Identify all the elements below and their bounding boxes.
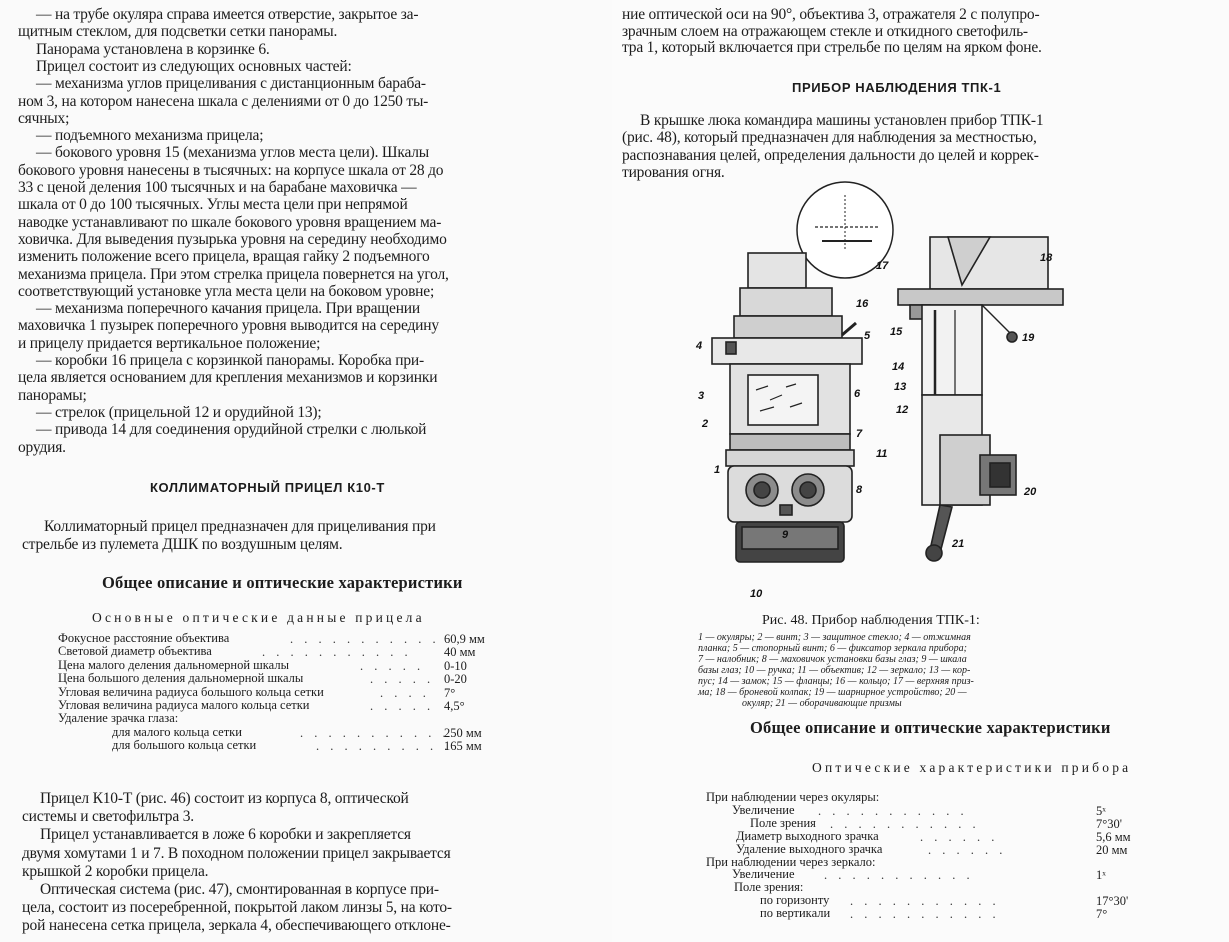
- text-line: цела, состоит из посеребренной, покрытой лаком линзы 5, на кото-: [22, 899, 452, 917]
- text-line: — коробки 16 прицела с корзинкой панорамы. Коробка при-: [36, 352, 424, 369]
- callout-label: 6: [854, 388, 861, 400]
- spec-value: 60,9 мм: [444, 632, 485, 646]
- callout-label: 14: [892, 361, 905, 373]
- leader-dots: . . . . . . . . . . .: [300, 725, 450, 740]
- callout-label: 10: [750, 588, 763, 600]
- legend-line: ма; 18 — броневой колпак; 19 — шарнирное устройство; 20 —: [698, 687, 967, 698]
- right-subheading: Общее описание и оптические характеристики: [750, 718, 1111, 737]
- text-line: Прицел состоит из следующих основных частей:: [36, 57, 352, 75]
- leader-dots: . . . . . .: [928, 842, 1007, 857]
- intro-line: стрельбе из пулемета ДШК по воздушным целям.: [22, 536, 343, 553]
- spec-label: Удаление выходного зрачка: [736, 841, 883, 856]
- text-line: изменить положение всего прицела, вращая гайку 2 подъемного: [18, 248, 430, 266]
- spec-value: 7°30': [1096, 816, 1123, 831]
- text-line: — подъемного механизма прицела;: [36, 127, 264, 145]
- text-line: соответствующий установке угла места цели на боковом уровне;: [18, 282, 435, 300]
- text-line: двумя хомутами 1 и 7. В походном положении прицел закрывается: [22, 844, 451, 862]
- leader-dots: . . . . . . . . . . .: [850, 907, 1000, 922]
- spec-label: Фокусное расстояние объектива: [58, 631, 230, 645]
- leader-dots: . . . . . . . . . . .: [830, 816, 980, 831]
- spec-value: 4,5°: [444, 699, 465, 713]
- tpk1-illustration: [690, 175, 1110, 605]
- text-line: маховичка 1 пузырек поперечного уровня выводится на середину: [18, 317, 439, 335]
- text-line: — на трубе окуляра справа имеется отверстие, закрытое за-: [36, 6, 419, 23]
- spec-label: При наблюдении через окуляры:: [706, 790, 880, 804]
- leader-dots: . . . . . . . . . . .: [818, 803, 968, 818]
- callout-label: 12: [896, 404, 909, 416]
- left-subheading: Общее описание и оптические характеристики: [102, 573, 463, 592]
- spec-label: Цена большого деления дальномерной шкалы: [58, 671, 304, 686]
- text-line: панорамы;: [18, 386, 87, 404]
- legend-line: 1 — окуляры; 2 — винт; 3 — защитное стекло; 4 — отжимная: [698, 632, 971, 643]
- leader-dots: . . . .: [380, 685, 430, 700]
- callout-label: 11: [876, 448, 888, 460]
- callout-label: 13: [894, 381, 907, 393]
- leader-dots: . . . . . . . . . . .: [850, 894, 1000, 909]
- intro-line: Коллиматорный прицел предназначен для прицеливания при: [44, 518, 436, 535]
- leader-dots: . . . . .: [360, 658, 425, 673]
- spec-value: 165 мм: [444, 739, 482, 754]
- text-line: Оптическая система (рис. 47), смонтированная в корпусе при-: [40, 881, 439, 898]
- text-line: В крышке люка командира машины установлен прибор ТПК-1: [640, 112, 1044, 129]
- text-line: Прицел устанавливается в ложе 6 коробки и закрепляется: [40, 826, 411, 844]
- legend-line: пус; 14 — замок; 15 — фланцы; 16 — кольцо; 17 — верхняя приз-: [698, 676, 974, 687]
- spec-value: 7°: [444, 685, 456, 700]
- text-line: сячных;: [18, 109, 70, 127]
- text-line: ние оптической оси на 90°, объектива 3, отражателя 2 с полупро-: [622, 6, 1040, 23]
- text-line: цела является основанием для крепления механизмов и корзинки: [18, 369, 438, 387]
- figure-caption: Рис. 48. Прибор наблюдения ТПК-1:: [762, 613, 980, 628]
- text-line: тирования огня.: [622, 163, 725, 181]
- leader-dots: . . . . .: [370, 699, 435, 713]
- spec-value: 40 мм: [444, 645, 476, 660]
- callout-label: 8: [856, 484, 863, 496]
- leader-dots: . . . . . . . . . . .: [290, 632, 440, 646]
- callout-label: 16: [856, 298, 869, 310]
- tpk1-section-view: [898, 237, 1063, 561]
- callout-label: 1: [714, 464, 721, 476]
- spec-value: 17°30': [1096, 894, 1129, 909]
- left-page: [0, 0, 612, 942]
- spec-label: по вертикали: [760, 906, 831, 921]
- text-line: рой нанесена сетка прицела, зеркала 4, обеспечивающего отклоне-: [22, 917, 451, 935]
- text-line: Прицел К10-Т (рис. 46) состоит из корпуса 8, оптической: [40, 790, 409, 807]
- spec-value: 0-20: [444, 672, 467, 687]
- text-line: щитным стеклом, для подсветки сетки панорамы.: [18, 23, 338, 41]
- text-line: шкала от 0 до 100 тысячных. Углы места цели при непрямой: [18, 196, 408, 214]
- legend-line: базы глаз; 10 — ручка; 11 — объектив; 12 — зеркало; 13 — кор-: [698, 665, 971, 676]
- callout-label: 19: [1022, 332, 1035, 344]
- callout-label: 20: [1024, 486, 1037, 498]
- heading-tpk1: ПРИБОР НАБЛЮДЕНИЯ ТПК-1: [792, 80, 1002, 95]
- text-line: системы и светофильтра 3.: [22, 808, 194, 826]
- text-line: зрачным слоем на отражающем стекле и откидного светофиль-: [622, 22, 1028, 40]
- left-spaced-title: Основные оптические данные прицела: [92, 610, 425, 625]
- callout-label: 4: [696, 340, 703, 352]
- callout-label: 2: [702, 418, 709, 430]
- spec-label: Световой диаметр объектива: [58, 644, 212, 659]
- text-line: — механизма поперечного качания прицела. При вращении: [36, 300, 420, 318]
- callout-label: 3: [698, 390, 705, 402]
- text-line: ховичка. Для выведения пузырька уровня на середину необходимо: [18, 230, 447, 248]
- heading-k10t: КОЛЛИМАТОРНЫЙ ПРИЦЕЛ К10-Т: [150, 480, 385, 495]
- callout-label: 15: [890, 326, 903, 338]
- text-line: бокового уровня нанесены в тысячных: на корпусе шкала от 28 до: [18, 161, 444, 179]
- spec-label: Цена малого деления дальномерной шкалы: [58, 657, 289, 672]
- callout-label: 18: [1040, 252, 1053, 264]
- leader-dots: . . . . . . . . . . .: [824, 868, 974, 883]
- spec-label: Поле зрения:: [734, 880, 804, 895]
- leader-dots: . . . . . .: [920, 829, 999, 844]
- text-line: 33 с ценой деления 100 тысячных и на барабане маховичка —: [18, 179, 417, 196]
- figure-tpk1-drawing: [690, 175, 1110, 605]
- legend-line: 7 — налобник; 8 — маховичок установки базы глаз; 9 — шкала: [698, 654, 967, 665]
- spec-label: для большого кольца сетки: [112, 738, 257, 753]
- spec-value: 5ˣ: [1096, 803, 1106, 818]
- spec-value: 1ˣ: [1096, 868, 1106, 883]
- callout-label: 21: [952, 538, 965, 550]
- text-line: (рис. 48), который предназначен для наблюдения за местностью,: [622, 129, 1037, 147]
- text-line: тра 1, который включается при стрельбе по целям на ярком фоне.: [622, 39, 1042, 56]
- text-line: крышкой 2 коробки прицела.: [22, 862, 209, 880]
- spec-label: по горизонту: [760, 893, 830, 908]
- spec-label: Угловая величина радиуса большого кольца сетки: [58, 684, 324, 699]
- leader-dots: . . . . . . . . . . .: [262, 645, 412, 660]
- spec-label: Угловая величина радиуса малого кольца сетки: [58, 698, 310, 712]
- text-line: — привода 14 для соединения орудийной стрелки с люлькой: [36, 421, 427, 439]
- text-line: — бокового уровня 15 (механизма углов места цели). Шкалы: [36, 144, 430, 162]
- spec-label: Увеличение: [732, 867, 795, 882]
- tpk1-front-view: [712, 253, 862, 562]
- spec-value: 250 мм: [444, 725, 482, 740]
- text-line: и прицелу придается вертикальное положение;: [18, 334, 321, 352]
- spec-label: При наблюдении через зеркало:: [706, 854, 876, 869]
- text-line: механизма прицела. При этом стрелка прицела повернется на угол,: [18, 265, 449, 283]
- spec-label: Увеличение: [732, 802, 795, 817]
- text-line: — стрелок (прицельной 12 и орудийной 13);: [36, 403, 322, 421]
- text-line: наводке устанавливают по шкале бокового уровня вращением ма-: [18, 213, 442, 231]
- text-line: Панорама установлена в корзинке 6.: [36, 40, 270, 58]
- callout-label: 17: [876, 260, 889, 272]
- spec-label: Удаление зрачка глаза:: [58, 711, 179, 726]
- legend-line: планка; 5 — стопорный винт; 6 — фиксатор зеркала прибора;: [698, 643, 968, 654]
- spec-value: 20 мм: [1096, 842, 1128, 857]
- text-line: распознавания целей, определения дальности до целей и коррек-: [622, 146, 1039, 164]
- leader-dots: . . . . .: [370, 672, 435, 687]
- callout-label: 5: [864, 330, 871, 342]
- spec-label: Диаметр выходного зрачка: [736, 828, 879, 843]
- right-spaced-title: Оптические характеристики прибора: [812, 760, 1132, 775]
- spec-value: 5,6 мм: [1096, 829, 1131, 844]
- spec-value: 0-10: [444, 658, 467, 673]
- leader-dots: . . . . . . . . . .: [316, 739, 452, 754]
- spec-label: Поле зрения: [750, 815, 816, 830]
- text-line: ном 3, на котором нанесена шкала с делениями от 0 до 1250 ты-: [18, 92, 429, 110]
- text-line: — механизма углов прицеливания с дистанционным бараба-: [36, 75, 426, 93]
- callout-label: 7: [856, 428, 863, 440]
- callout-label: 9: [782, 529, 789, 541]
- legend-line: окуляр; 21 — оборачивающие призмы: [742, 698, 902, 709]
- text-line: орудия.: [18, 438, 66, 456]
- spec-value: 7°: [1096, 907, 1108, 922]
- spec-label: для малого кольца сетки: [112, 724, 242, 739]
